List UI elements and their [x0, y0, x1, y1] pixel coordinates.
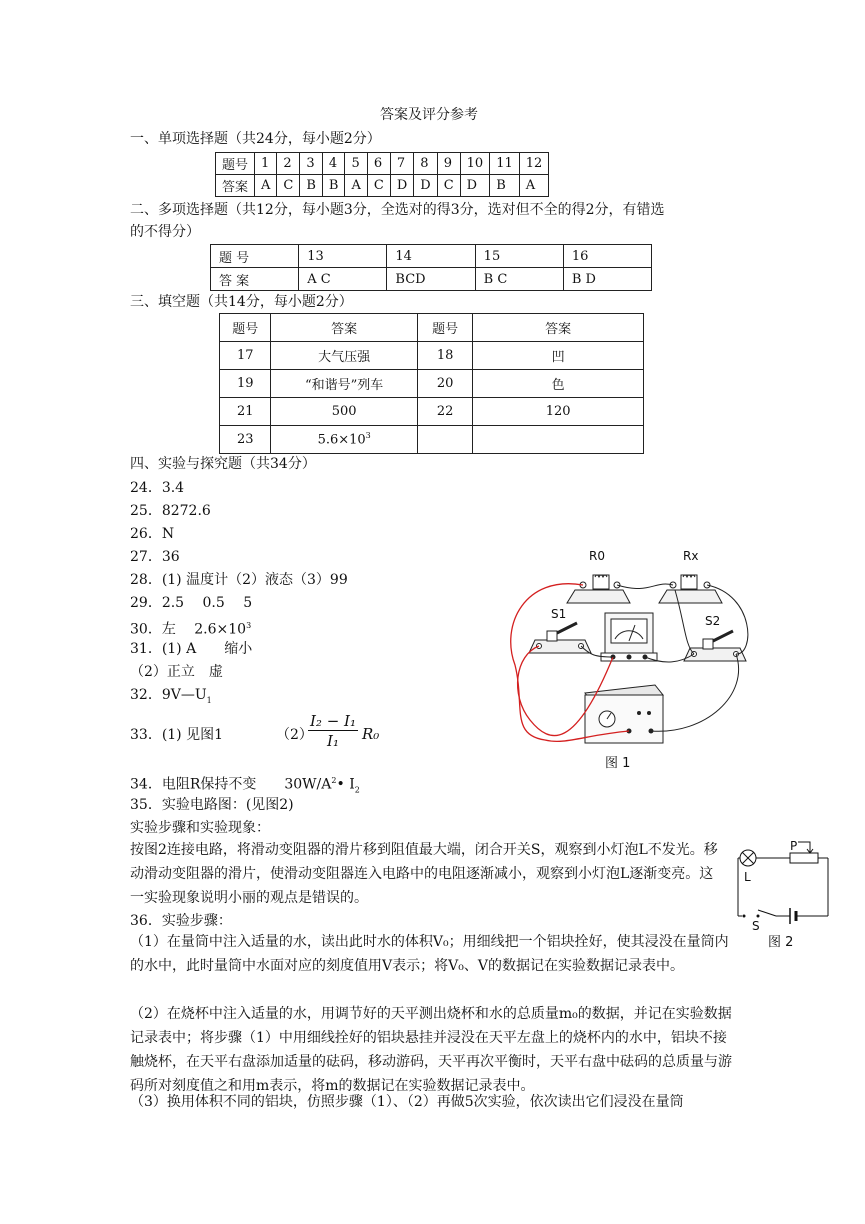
figure-1-circuit — [505, 545, 760, 775]
table-cell: C — [437, 175, 460, 197]
table-cell: 色 — [473, 370, 644, 398]
superscript: 3 — [246, 621, 252, 630]
answer-32 — [130, 686, 212, 710]
table-cell: 答 案 — [211, 268, 299, 291]
table-cell: 16 — [563, 245, 651, 268]
table-cell: 23 — [220, 426, 271, 454]
fraction-numerator: I₂ − I₁ — [310, 712, 356, 730]
table-cell: “和谐号”列车 — [271, 370, 417, 398]
answer-30-text: 30．左 2.6×10 — [130, 621, 247, 638]
rheostat-icon — [790, 853, 818, 863]
answer-35-text: 按图2连接电路，将滑动变阻器的滑片移到阻值最大端，闭合开关S，观察到小灯泡L不发光。移动滑动变阻器的滑片，使滑动变阻器连入电路中的电阻逐渐减小，观察到小灯泡L逐渐变亮。这一实验现象说明小丽的观点是错误的。 — [130, 842, 718, 906]
table-row — [220, 314, 644, 342]
fill-blank-table — [219, 313, 644, 454]
label-rx: Rx — [683, 549, 699, 563]
section4-heading: 四、实验与探究题（共34分） — [130, 456, 316, 472]
table-cell: 3 — [300, 153, 323, 175]
answer-32-text: 32．9V—U — [130, 687, 207, 703]
section1-heading: 一、单项选择题（共24分，每小题2分） — [130, 131, 381, 147]
figure-1-caption: 图 1 — [605, 756, 631, 771]
table-row — [220, 342, 644, 370]
table-cell: D — [414, 175, 437, 197]
cell-value: 5.6×10 — [317, 432, 366, 448]
table-cell: A — [519, 175, 549, 197]
table-cell: 13 — [299, 245, 387, 268]
table-cell: B — [300, 175, 323, 197]
table-row — [220, 370, 644, 398]
multi-choice-table — [210, 244, 652, 291]
single-choice-table — [215, 152, 549, 197]
table-row — [216, 175, 549, 197]
resistor-r0 — [567, 575, 630, 603]
black-wire — [651, 654, 739, 731]
table-cell: 7 — [390, 153, 413, 175]
table-cell: 8 — [414, 153, 437, 175]
ammeter — [601, 613, 657, 661]
answer-34-text: 34．电阻R保持不变 30W/A — [130, 776, 332, 793]
table-cell: 10 — [460, 153, 490, 175]
table-cell: 6 — [367, 153, 390, 175]
switch-contact — [757, 915, 760, 918]
label-p: P — [790, 839, 798, 853]
table-cell: B — [322, 175, 345, 197]
table-cell: 22 — [417, 398, 473, 426]
resistor-rx — [659, 575, 722, 603]
table-cell: 题号 — [216, 153, 255, 175]
subscript: 1 — [206, 695, 212, 705]
table-cell: 题号 — [417, 314, 473, 342]
table-cell: A C — [299, 268, 387, 291]
answer-36-step1: （1）在量筒中注入适量的水，读出此时水的体积V₀；用细线把一个铝块拴好，使其浸没在量筒内的水中，此时量筒中水面对应的刻度值用V表示；将V₀、V的数据记在实验数据记录表中。 — [130, 934, 729, 974]
answer-27: 27．36 — [130, 549, 180, 565]
answer-31a: 31．(1) A 缩小 — [130, 641, 253, 657]
table-row — [211, 245, 652, 268]
table-cell: B — [490, 175, 520, 197]
answer-34-tail: • I — [336, 776, 355, 793]
answer-28: 28．(1) 温度计（2）液态（3）99 — [130, 572, 348, 588]
label-s2: S2 — [705, 614, 721, 628]
section2-heading: 二、多项选择题（共12分，每小题3分，全选对的得3分，选对但不全的得2分，有错选 — [130, 202, 665, 218]
table-cell: 14 — [387, 245, 475, 268]
figure-2-circuit — [730, 838, 835, 950]
section2-heading-cont: 的不得分） — [130, 224, 200, 240]
section3-heading: 三、填空题（共14分，每小题2分） — [130, 294, 353, 310]
table-cell: 12 — [519, 153, 549, 175]
answer-35: 35．实验电路图：(见图2) — [130, 797, 294, 813]
table-cell: 17 — [220, 342, 271, 370]
answer-26: 26．N — [130, 526, 175, 542]
title: 答案及评分参考 — [380, 107, 478, 123]
answer-33a: 33．(1) 见图1 — [130, 727, 224, 743]
label-l: L — [744, 870, 751, 884]
table-cell: C — [277, 175, 300, 197]
answer-29: 29．2.5 0.5 5 — [130, 595, 253, 611]
table-cell: D — [460, 175, 490, 197]
table-cell: 120 — [473, 398, 644, 426]
subscript: 2 — [354, 785, 360, 795]
label-r0: R0 — [589, 549, 605, 563]
table-cell: 18 — [417, 342, 473, 370]
table-cell: 1 — [255, 153, 277, 175]
figure-2-caption: 图 2 — [768, 935, 794, 950]
table-cell: C — [367, 175, 390, 197]
answer-25: 25．8272.6 — [130, 503, 211, 519]
switch-contact — [743, 915, 746, 918]
table-cell: 2 — [277, 153, 300, 175]
table-cell: B C — [475, 268, 563, 291]
black-wire — [617, 584, 673, 589]
table-cell: 4 — [322, 153, 345, 175]
answer-35-label: 实验步骤和实验现象： — [130, 820, 270, 836]
table-cell — [417, 426, 473, 454]
table-row — [220, 398, 644, 426]
answer-36-step3: （3）换用体积不同的铝块，仿照步骤（1）、（2）再做5次实验，依次读出它们浸没在量筒 — [130, 1094, 684, 1110]
table-row — [216, 153, 549, 175]
fraction-denominator: I₁ — [327, 732, 339, 750]
table-cell: 题 号 — [211, 245, 299, 268]
table-cell: 500 — [271, 398, 417, 426]
table-cell: 答案 — [271, 314, 417, 342]
answer-30 — [130, 617, 251, 639]
table-cell: 9 — [437, 153, 460, 175]
table-cell: B D — [563, 268, 651, 291]
table-cell: 15 — [475, 245, 563, 268]
table-cell: 19 — [220, 370, 271, 398]
table-cell: 5 — [345, 153, 367, 175]
label-s1: S1 — [551, 607, 567, 621]
table-cell: D — [390, 175, 413, 197]
circuit-wire — [758, 910, 776, 916]
superscript: 2 — [331, 776, 337, 785]
formula-fraction — [308, 712, 358, 751]
answer-36: 36．实验步骤： — [130, 913, 232, 929]
table-cell — [271, 426, 417, 454]
slider-arrow-icon — [798, 842, 813, 853]
table-row — [211, 268, 652, 291]
table-cell — [473, 426, 644, 454]
table-row — [220, 426, 644, 454]
table-cell: 凹 — [473, 342, 644, 370]
table-cell: A — [255, 175, 277, 197]
table-cell: 21 — [220, 398, 271, 426]
table-cell: 11 — [490, 153, 520, 175]
label-s: S — [752, 919, 760, 933]
answer-24: 24．3.4 — [130, 480, 185, 496]
table-cell: 题号 — [220, 314, 271, 342]
lamp-icon — [740, 850, 756, 866]
answer-31b: （2）正立 虚 — [130, 664, 223, 680]
table-cell: A — [345, 175, 367, 197]
table-cell: 20 — [417, 370, 473, 398]
table-cell: 答案 — [473, 314, 644, 342]
table-cell: 答案 — [216, 175, 255, 197]
table-cell: BCD — [387, 268, 475, 291]
superscript: 3 — [365, 431, 371, 441]
formula-r0: R₀ — [362, 725, 380, 743]
answer-33b: （2） — [276, 727, 313, 743]
table-cell: 大气压强 — [271, 342, 417, 370]
switch-s1 — [529, 623, 591, 653]
answer-36-step2: （2）在烧杯中注入适量的水，用调节好的天平测出烧杯和水的总质量m₀的数据，并记在实验数据记录表中；将步骤（1）中用细线拴好的铝块悬挂并浸没在天平左盘上的烧杯内的水中，铝块不接触烧杯，在天平右盘添加适量的砝码，移动游码，天平再次平衡时，天平右盘中砝码的总质量与游码所对刻度值之和用m表示，将m的数据记在实验数据记录表中。 — [130, 1006, 732, 1094]
